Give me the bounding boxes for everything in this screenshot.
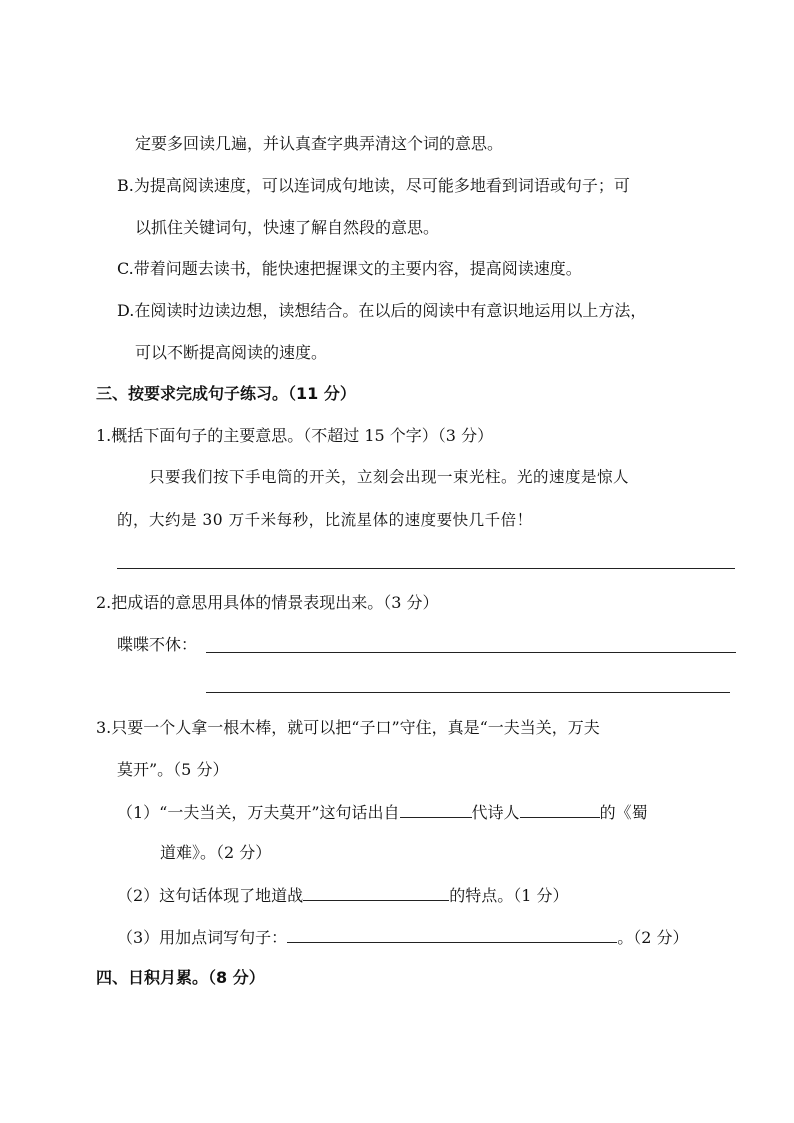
q3-sub1-blank-poet[interactable] [520,801,600,818]
q1-prompt: 1.概括下面句子的主要意思。（不超过 15 个字）（3 分） [96,426,494,445]
q3-sub2-text-a: （2）这句话体现了地道战 [117,886,304,905]
option-d-line2: 可以不断提高阅读的速度。 [135,343,328,362]
q1-answer-line[interactable] [117,568,735,569]
q1-passage-line1: 只要我们按下手电筒的开关，立刻会出现一束光柱。光的速度是惊人 [149,468,630,486]
section-4-heading: 四、日积月累。（8 分） [96,968,265,987]
q3-sub1-line2: 道难》。（2 分） [160,843,272,862]
q3-prompt-line1 [96,717,600,739]
q3-sub2-blank[interactable] [303,884,449,901]
option-b-line2: 以抓住关键词句，快速了解自然段的意思。 [135,218,440,237]
q3-sub1-line1 [117,801,648,824]
q3-prompt-line2: 莫开”。（5 分） [117,760,229,779]
option-b-line1: B.为提高阅读速度，可以连词成句地读，尽可能多地看到词语或句子；可 [117,176,630,195]
q3-sub3-line [117,926,688,949]
q3-sub2-line [117,884,568,907]
section-3-heading: 三、按要求完成句子练习。（11 分） [96,384,356,403]
q3-sub3-blank[interactable] [287,926,617,943]
option-c-line1: C.带着问题去读书，能快速把握课文的主要内容，提高阅读速度。 [117,259,582,278]
option-a-continuation: 定要多回读几遍，并认真查字典弄清这个词的意思。 [135,134,504,153]
q2-answer-line-1[interactable] [206,652,736,653]
q2-prompt: 2.把成语的意思用具体的情景表现出来。（3 分） [96,593,439,612]
q3-prompt-text-1: 3.只要一个人拿一根木棒，就可以把“子口”守住，真是“一夫当关，万夫 [96,718,600,737]
q3-sub1-text-b: 代诗人 [471,803,520,822]
q2-idiom-label: 喋喋不休： [117,635,198,654]
q3-sub3-text-a: （3）用加点词写句子： [117,928,288,947]
q3-sub1-blank-dynasty[interactable] [400,801,472,818]
q1-passage-line2: 的，大约是 30 万千米每秒，比流星体的速度要快几千倍！ [117,511,533,529]
q3-sub1-text-a: （1）“一夫当关，万夫莫开”这句话出自 [117,803,400,822]
q3-sub2-text-b: 的特点。（1 分） [449,886,569,905]
q3-sub1-text-c: 的《蜀 [599,803,648,822]
q3-sub3-text-b: 。（2 分） [617,928,689,947]
option-d-line1: D.在阅读时边读边想，读想结合。在以后的阅读中有意识地运用以上方法， [117,301,647,320]
q2-answer-line-2[interactable] [206,692,730,693]
